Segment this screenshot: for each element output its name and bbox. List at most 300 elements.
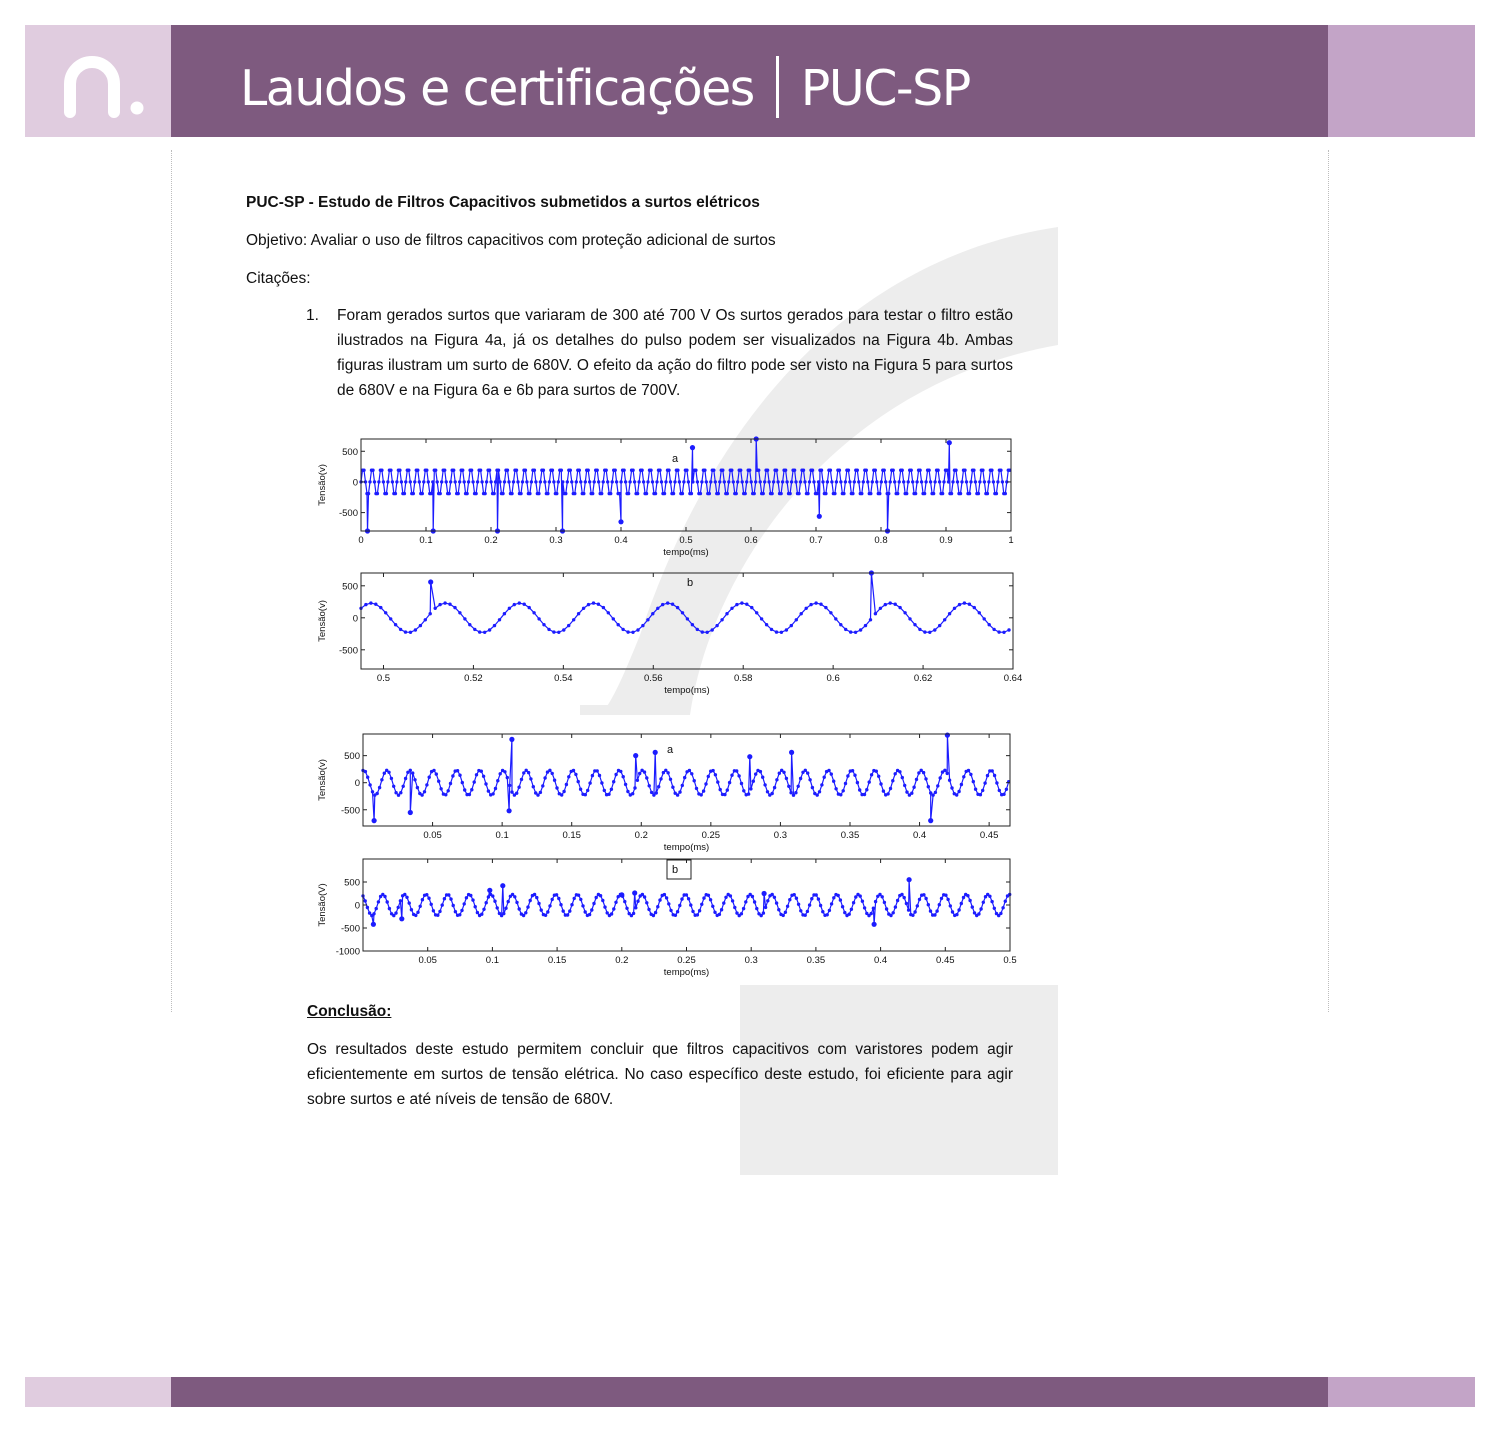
data-point	[434, 469, 437, 472]
data-point	[673, 480, 676, 483]
data-point	[532, 611, 535, 614]
data-point	[537, 492, 540, 495]
data-point	[665, 896, 668, 899]
data-point	[436, 480, 439, 483]
data-point	[579, 480, 582, 483]
data-point	[689, 903, 692, 906]
data-point	[388, 907, 391, 910]
data-point	[409, 480, 412, 483]
data-point	[482, 908, 485, 911]
data-point	[832, 780, 835, 783]
data-point	[862, 480, 865, 483]
data-point	[962, 775, 965, 778]
data-point	[820, 783, 823, 786]
data-point	[383, 895, 386, 898]
data-point	[383, 772, 386, 775]
data-point	[399, 628, 402, 631]
data-point	[987, 480, 990, 483]
header-title-text: Laudos e certificações	[240, 60, 754, 117]
data-point	[540, 908, 543, 911]
data-point	[416, 786, 419, 789]
x-tick-label: 0.25	[701, 830, 721, 841]
data-point	[398, 469, 401, 472]
data-point	[395, 480, 398, 483]
x-tick-label: 0.2	[634, 830, 648, 841]
data-point	[565, 783, 568, 786]
data-point	[814, 601, 817, 604]
data-point	[908, 617, 911, 620]
data-point	[853, 480, 856, 483]
data-point	[475, 773, 478, 776]
data-point	[958, 603, 961, 606]
data-point	[622, 469, 625, 472]
data-point	[903, 611, 906, 614]
spike-point	[690, 445, 695, 450]
spike-point	[872, 922, 877, 927]
data-point	[786, 905, 789, 908]
data-point	[718, 480, 721, 483]
data-point	[817, 480, 820, 483]
data-point	[730, 774, 733, 777]
data-point	[452, 904, 455, 907]
data-point	[636, 900, 639, 903]
data-point	[427, 897, 430, 900]
data-point	[577, 780, 580, 783]
data-point	[567, 624, 570, 627]
data-point	[999, 469, 1002, 472]
series-line	[363, 880, 1010, 925]
data-point	[991, 769, 994, 772]
data-point	[532, 785, 535, 788]
data-point	[720, 618, 723, 621]
data-point	[993, 907, 996, 910]
data-point	[852, 901, 855, 904]
y-axis-label: Tensão(v)	[317, 464, 328, 506]
series-path	[361, 439, 1010, 531]
data-point	[915, 778, 918, 781]
data-point	[658, 469, 661, 472]
data-point	[736, 480, 739, 483]
panel-label: a	[666, 744, 674, 756]
data-point	[474, 492, 477, 495]
data-point	[943, 618, 946, 621]
data-point	[643, 770, 646, 773]
data-point	[421, 492, 424, 495]
data-point	[372, 912, 375, 915]
data-point	[627, 492, 630, 495]
data-point	[409, 631, 412, 634]
data-point	[650, 791, 653, 794]
data-point	[849, 630, 852, 633]
data-point	[458, 611, 461, 614]
data-point	[390, 777, 393, 780]
data-point	[487, 895, 490, 898]
panel-label: b	[671, 864, 679, 876]
data-point	[830, 772, 833, 775]
data-point	[403, 893, 406, 896]
data-point	[853, 774, 856, 777]
data-point	[624, 783, 627, 786]
data-point	[483, 631, 486, 634]
data-point	[501, 492, 504, 495]
x-axis-label: tempo(ms)	[663, 842, 710, 853]
data-point	[966, 894, 969, 897]
data-point	[530, 480, 533, 483]
plot-frame	[363, 734, 1010, 826]
data-point	[848, 480, 851, 483]
data-point	[735, 603, 738, 606]
data-point	[892, 911, 895, 914]
data-point	[694, 469, 697, 472]
series-line	[361, 439, 1010, 531]
data-point	[469, 894, 472, 897]
data-point	[762, 492, 765, 495]
data-point	[524, 911, 527, 914]
data-point	[737, 774, 740, 777]
data-point	[510, 492, 513, 495]
data-point	[969, 773, 972, 776]
data-point	[536, 793, 539, 796]
data-point	[601, 899, 604, 902]
n-logo-icon	[60, 52, 150, 118]
data-point	[945, 469, 948, 472]
data-point	[374, 603, 377, 606]
data-point	[655, 791, 658, 794]
data-point	[591, 492, 594, 495]
spike-point	[507, 808, 512, 813]
data-point	[819, 603, 822, 606]
data-point	[960, 902, 963, 905]
data-point	[705, 480, 708, 483]
data-point	[573, 897, 576, 900]
data-point	[720, 908, 723, 911]
data-point	[667, 469, 670, 472]
data-point	[782, 771, 785, 774]
data-point	[691, 480, 694, 483]
data-point	[656, 607, 659, 610]
data-point	[898, 770, 901, 773]
data-point	[404, 777, 407, 780]
data-point	[626, 790, 629, 793]
data-point	[534, 480, 537, 483]
data-point	[821, 480, 824, 483]
data-point	[809, 603, 812, 606]
data-point	[378, 786, 381, 789]
data-point	[874, 469, 877, 472]
data-point	[441, 903, 444, 906]
data-point	[773, 786, 776, 789]
data-point	[723, 793, 726, 796]
data-point	[615, 480, 618, 483]
data-point	[771, 893, 774, 896]
data-point	[407, 469, 410, 472]
data-point	[593, 480, 596, 483]
data-point	[711, 905, 714, 908]
data-point	[473, 628, 476, 631]
x-tick-label: 0.62	[913, 673, 933, 684]
x-tick-label: 0.45	[936, 955, 955, 966]
data-point	[1001, 480, 1004, 483]
data-point	[713, 911, 716, 914]
data-point	[953, 607, 956, 610]
data-point	[555, 786, 558, 789]
data-point	[696, 913, 699, 916]
data-point	[992, 480, 995, 483]
data-point	[893, 480, 896, 483]
data-point	[619, 480, 622, 483]
data-point	[709, 898, 712, 901]
data-point	[714, 480, 717, 483]
x-tick-label: 0.5	[1003, 955, 1017, 966]
data-point	[990, 469, 993, 472]
data-point	[833, 492, 836, 495]
data-point	[425, 893, 428, 896]
data-point	[742, 907, 745, 910]
data-point	[579, 788, 582, 791]
data-point	[744, 492, 747, 495]
data-point	[960, 783, 963, 786]
data-point	[903, 784, 906, 787]
data-point	[661, 603, 664, 606]
data-point	[560, 793, 563, 796]
data-point	[447, 789, 450, 792]
data-point	[995, 492, 998, 495]
data-point	[805, 607, 808, 610]
data-point	[770, 628, 773, 631]
data-point	[508, 607, 511, 610]
data-point	[913, 910, 916, 913]
data-point	[891, 779, 894, 782]
data-point	[951, 910, 954, 913]
data-point	[766, 790, 769, 793]
data-point	[443, 601, 446, 604]
data-point	[924, 897, 927, 900]
data-point	[856, 781, 859, 784]
data-point	[485, 901, 488, 904]
data-point	[1002, 631, 1005, 634]
data-point	[606, 480, 609, 483]
data-point	[519, 492, 522, 495]
data-point	[874, 612, 877, 615]
data-point	[997, 630, 1000, 633]
data-point	[844, 782, 847, 785]
data-point	[775, 469, 778, 472]
data-point	[790, 624, 793, 627]
data-point	[981, 789, 984, 792]
data-point	[614, 901, 617, 904]
data-point	[377, 900, 380, 903]
spike-point	[618, 519, 623, 524]
series-path	[361, 573, 1009, 632]
spike-point	[509, 737, 514, 742]
data-point	[366, 906, 369, 909]
data-point	[839, 623, 842, 626]
data-point	[766, 469, 769, 472]
data-point	[397, 794, 400, 797]
data-point	[488, 628, 491, 631]
data-point	[570, 903, 573, 906]
data-point	[799, 777, 802, 780]
data-point	[839, 898, 842, 901]
x-tick-label: 0.7	[809, 535, 823, 546]
data-point	[948, 612, 951, 615]
y-tick-label: 500	[342, 446, 358, 458]
data-point	[933, 913, 936, 916]
data-point	[498, 480, 501, 483]
data-point	[377, 480, 380, 483]
data-point	[938, 624, 941, 627]
data-point	[868, 780, 871, 783]
data-point	[889, 601, 892, 604]
data-point	[936, 469, 939, 472]
data-point	[513, 603, 516, 606]
data-point	[605, 469, 608, 472]
data-point	[463, 788, 466, 791]
data-point	[634, 906, 637, 909]
data-point	[978, 480, 981, 483]
figure-5	[305, 727, 1020, 978]
data-point	[903, 896, 906, 899]
data-point	[492, 492, 495, 495]
data-point	[983, 480, 986, 483]
data-point	[431, 480, 434, 483]
data-point	[560, 469, 563, 472]
data-point	[777, 908, 780, 911]
data-point	[528, 606, 531, 609]
data-point	[973, 606, 976, 609]
data-point	[572, 618, 575, 621]
data-point	[995, 781, 998, 784]
data-point	[478, 630, 481, 633]
data-point	[727, 480, 730, 483]
data-point	[799, 909, 802, 912]
data-point	[412, 492, 415, 495]
data-point	[529, 899, 532, 902]
x-tick-label: 0.52	[464, 673, 483, 684]
left-margin-line	[171, 150, 172, 1012]
data-point	[452, 469, 455, 472]
data-point	[792, 794, 795, 797]
data-point	[896, 492, 899, 495]
data-point	[884, 603, 887, 606]
data-point	[622, 775, 625, 778]
data-point	[463, 480, 466, 483]
data-point	[366, 776, 369, 779]
data-point	[967, 769, 970, 772]
data-point	[542, 623, 545, 626]
data-point	[439, 492, 442, 495]
data-point	[522, 914, 525, 917]
data-point	[636, 628, 639, 631]
x-tick-label: 0.54	[554, 673, 573, 684]
data-point	[643, 895, 646, 898]
data-point	[666, 771, 669, 774]
data-point	[504, 907, 507, 910]
data-point	[706, 631, 709, 634]
data-point	[596, 769, 599, 772]
data-point	[458, 480, 461, 483]
data-point	[553, 779, 556, 782]
data-point	[681, 611, 684, 614]
y-axis-label: Tensão(v)	[317, 600, 328, 642]
data-point	[907, 908, 910, 911]
data-point	[425, 783, 428, 786]
data-point	[696, 480, 699, 483]
data-point	[826, 480, 829, 483]
data-point	[974, 788, 977, 791]
data-point	[579, 898, 582, 901]
data-point	[588, 913, 591, 916]
data-point	[894, 905, 897, 908]
data-point	[463, 902, 466, 905]
data-point	[678, 790, 681, 793]
data-point	[699, 492, 702, 495]
data-point	[570, 480, 573, 483]
data-point	[884, 480, 887, 483]
data-point	[1001, 906, 1004, 909]
data-point	[757, 469, 760, 472]
x-tick-label: 0.4	[912, 830, 927, 841]
data-point	[575, 480, 578, 483]
data-point	[691, 910, 694, 913]
data-point	[830, 480, 833, 483]
data-point	[491, 792, 494, 795]
data-point	[1004, 900, 1007, 903]
data-point	[636, 492, 639, 495]
spike-point	[619, 892, 624, 897]
chart-fig4a	[305, 432, 1020, 560]
data-point	[914, 492, 917, 495]
data-point	[368, 480, 371, 483]
data-point	[898, 606, 901, 609]
data-point	[625, 907, 628, 910]
data-point	[932, 492, 935, 495]
data-point	[380, 469, 383, 472]
data-point	[856, 469, 859, 472]
data-point	[487, 789, 490, 792]
data-point	[759, 480, 762, 483]
data-point	[829, 469, 832, 472]
data-point	[437, 780, 440, 783]
x-tick-label: 0.45	[979, 830, 999, 841]
data-point	[497, 469, 500, 472]
data-point	[963, 601, 966, 604]
data-point	[883, 469, 886, 472]
data-point	[923, 492, 926, 495]
x-tick-label: 0.15	[562, 830, 581, 841]
data-point	[566, 913, 569, 916]
data-point	[789, 791, 792, 794]
data-point	[687, 897, 690, 900]
data-point	[493, 624, 496, 627]
data-point	[828, 909, 831, 912]
data-point	[614, 773, 617, 776]
data-point	[854, 895, 857, 898]
data-point	[979, 793, 982, 796]
data-point	[785, 777, 788, 780]
spike-point	[762, 891, 767, 896]
data-point	[502, 912, 505, 915]
data-point	[770, 492, 773, 495]
data-point	[913, 623, 916, 626]
data-point	[881, 895, 884, 898]
data-point	[721, 469, 724, 472]
data-point	[443, 469, 446, 472]
data-point	[637, 480, 640, 483]
data-point	[376, 492, 379, 495]
data-point	[399, 899, 402, 902]
data-point	[977, 912, 980, 915]
